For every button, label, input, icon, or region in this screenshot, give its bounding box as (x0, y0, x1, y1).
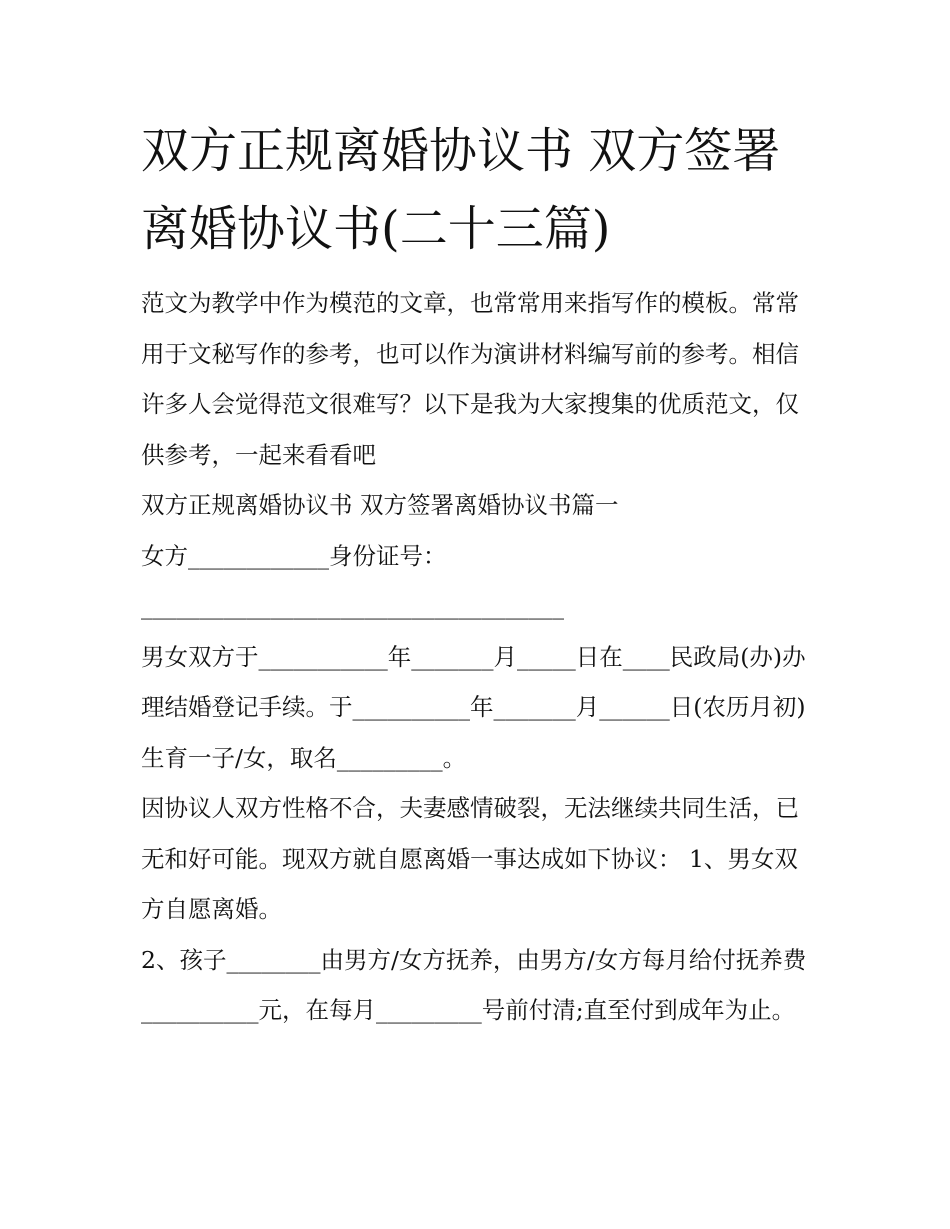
section-heading: 双方正规离婚协议书 双方签署离婚协议书篇一 (141, 491, 619, 519)
document-page (141, 112, 821, 1036)
child-custody-paragraph: 2、孩子________由男方/女方抚养，由男方/女方每月给付抚养费__________元，在每月_________号前付清;直至付到成年为止。 (141, 945, 807, 1024)
document-title: 双方正规离婚协议书 双方签署离婚协议书(二十三篇) (141, 123, 781, 257)
document-body (141, 278, 821, 1036)
intro-paragraph: 范文为教学中作为模范的文章，也常常用来指写作的模板。常常用于文秘写作的参考，也可以作为演讲材料编写前的参考。相信许多人会觉得范文很难写？以下是我为大家搜集的优质范文，仅供参考，一起来看看吧 (141, 289, 799, 469)
marriage-registration-paragraph: 男女双方于___________年_______月_____日在____民政局(办)办理结婚登记手续。于__________年_______月______日(农历月初)生育一子/女，取名_________。 (141, 642, 806, 772)
woman-id-line: 女方____________身份证号： (141, 541, 447, 570)
id-blank-line: ____________________________________ (141, 592, 564, 620)
divorce-reason-paragraph: 因协议人双方性格不合，夫妻感情破裂，无法继续共同生活，已无和好可能。现双方就自愿离婚一事达成如下协议： 1、男女双方自愿离婚。 (141, 794, 799, 923)
